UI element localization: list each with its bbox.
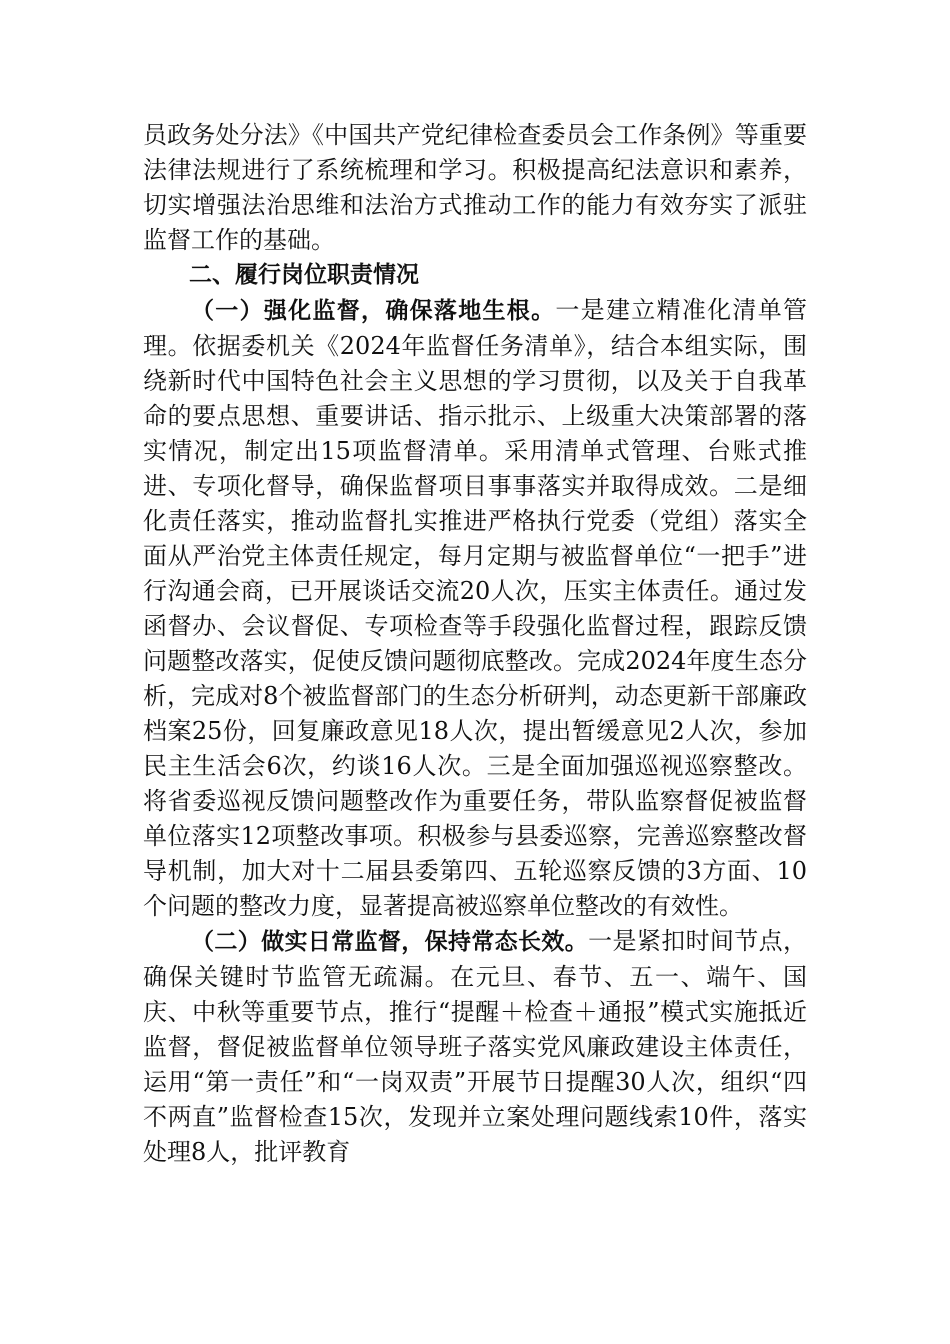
paragraph-section-1 <box>143 293 807 924</box>
document-page <box>143 118 807 1170</box>
paragraph-section-2 <box>143 924 807 1170</box>
subsection-body-2: 一是紧扣时间节点，确保关键时节监管无疏漏。在元旦、春节、五一、端午、国庆、中秋等重要节点，推行“提醒＋检查＋通报”模式实施抵近监督，督促被监督单位领导班子落实党风廉政建设主体责任，运用“第一责任”和“一岗双责”开展节日提醒30人次，组织“四不两直”监督检查15次，发现并立案处理问题线索10件，落实处理8人，批评教育 <box>143 927 808 1166</box>
section-heading-2: 二、履行岗位职责情况 <box>189 262 419 288</box>
subsection-body-1: 一是建立精准化清单管理。依据委机关《2024年监督任务清单》，结合本组实际，围绕新时代中国特色社会主义思想的学习贯彻，以及关于自我革命的要点思想、重要讲话、指示批示、上级重大决策部署的落实情况，制定出15项监督清单。采用清单式管理、台账式推进、专项化督导，确保监督项目事事落实并取得成效。二是细化责任落实，推动监督扎实推进严格执行党委（党组）落实全面从严治党主体责任规定，每月定期与被监督单位“一把手”进行沟通会商，已开展谈话交流20人次，压实主体责任。通过发函督办、会议督促、专项检查等手段强化监督过程，跟踪反馈问题整改落实，促使反馈问题彻底整改。完成2024年度生态分析，完成对8个被监督部门的生态分析研判，动态更新干部廉政档案25份，回复廉政意见18人次，提出暂缓意见2人次，参加民主生活会6次，约谈16人次。三是全面加强巡视巡察整改。将省委巡视反馈问题整改作为重要任务，带队监察督促被监督单位落实12项整改事项。积极参与县委巡察，完善巡察整改督导机制，加大对十二届县委第四、五轮巡察反馈的3方面、10个问题的整改力度，显著提高被巡察单位整改的有效性。 <box>143 296 807 920</box>
subsection-title-1: （一）强化监督，确保落地生根。 <box>191 298 556 324</box>
subsection-title-2: （二）做实日常监督，保持常态长效。 <box>191 929 589 955</box>
paragraph-intro: 员政务处分法》《中国共产党纪律检查委员会工作条例》等重要法律法规进行了系统梳理和学习。积极提高纪法意识和素养，切实增强法治思维和法治方式推动工作的能力有效夯实了派驻监督工作的基础。 <box>143 121 807 254</box>
